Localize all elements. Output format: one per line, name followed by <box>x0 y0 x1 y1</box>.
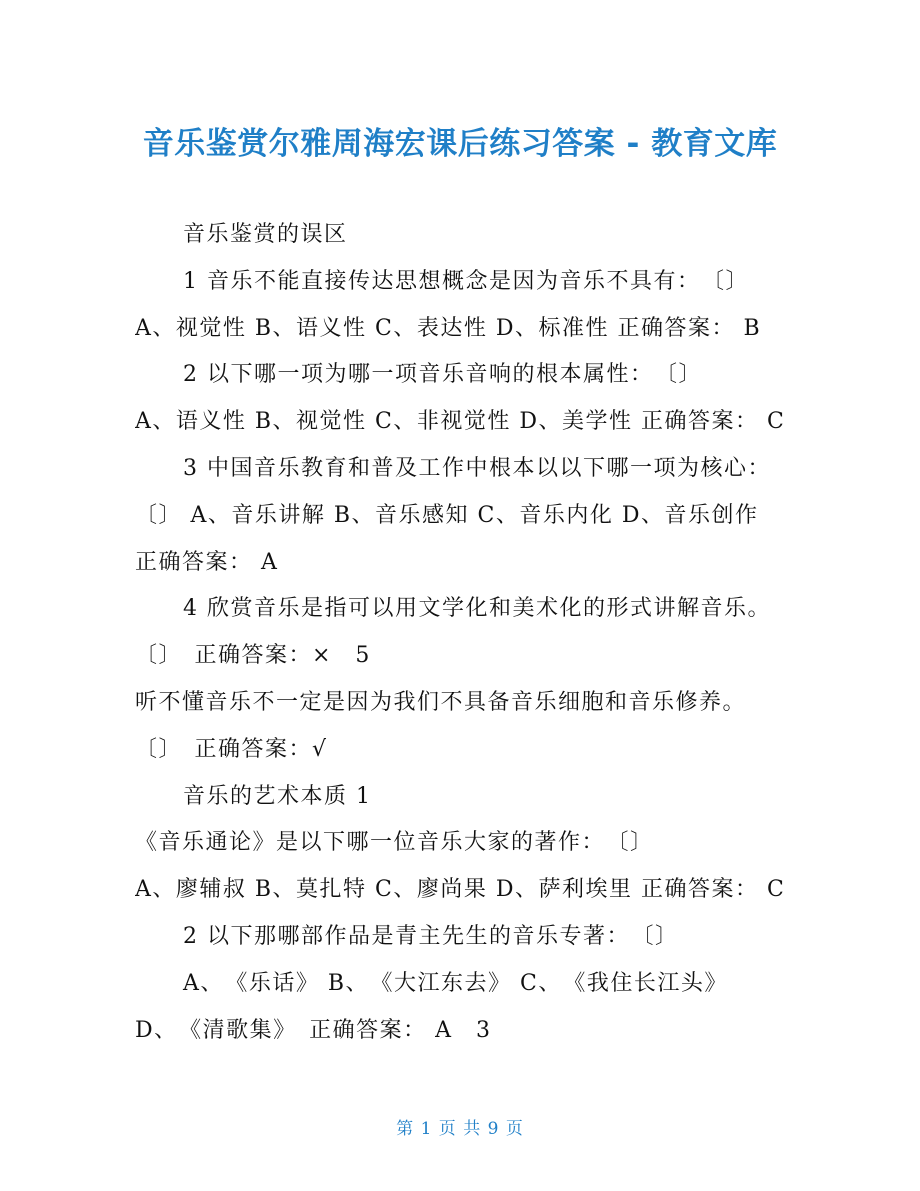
answer-options: A、视觉性 B、语义性 C、表达性 D、标准性 正确答案： B <box>135 315 762 341</box>
section-heading: 音乐鉴赏的误区 <box>183 222 348 247</box>
answer-text: 〔〕 正确答案：√ <box>135 736 328 762</box>
question-text: 听不懂音乐不一定是因为我们不具备音乐细胞和音乐修养。 <box>135 689 747 715</box>
question-text: 《音乐通论》是以下哪一位音乐大家的著作： 〔〕 <box>135 830 654 856</box>
answer-options: D、 《清歌集》 正确答案： A 3 <box>135 1017 492 1043</box>
answer-text: 正确答案： A <box>135 549 279 575</box>
question-text: 2 以下哪一项为哪一项音乐音响的根本属性： 〔〕 <box>183 362 702 388</box>
question-text: 3 中国音乐教育和普及工作中根本以以下哪一项为核心： <box>183 455 771 481</box>
answer-options: A、 《乐话》 B、 《大江东去》 C、 《我住长江头》 <box>183 970 728 996</box>
question-text: 2 以下那哪部作品是青主先生的音乐专著： 〔〕 <box>183 923 679 949</box>
section-heading: 音乐的艺术本质 1 <box>183 783 372 809</box>
document-title: 音乐鉴赏尔雅周海宏课后练习答案 - 教育文库 <box>142 126 778 162</box>
answer-options: 〔〕 A、音乐讲解 B、音乐感知 C、音乐内化 D、音乐创作 <box>135 502 759 528</box>
page-number: 第 1 页 共 9 页 <box>396 1119 524 1139</box>
question-text: 1 音乐不能直接传达思想概念是因为音乐不具有： 〔〕 <box>183 268 749 294</box>
document-body <box>135 212 785 1054</box>
answer-options: A、语义性 B、视觉性 C、非视觉性 D、美学性 正确答案： C <box>135 409 785 435</box>
answer-options: A、廖辅叔 B、莫扎特 C、廖尚果 D、萨利埃里 正确答案： C <box>135 877 785 903</box>
question-text: 4 欣赏音乐是指可以用文学化和美术化的形式讲解音乐。 <box>183 596 771 622</box>
answer-text: 〔〕 正确答案：× 5 <box>135 643 371 669</box>
